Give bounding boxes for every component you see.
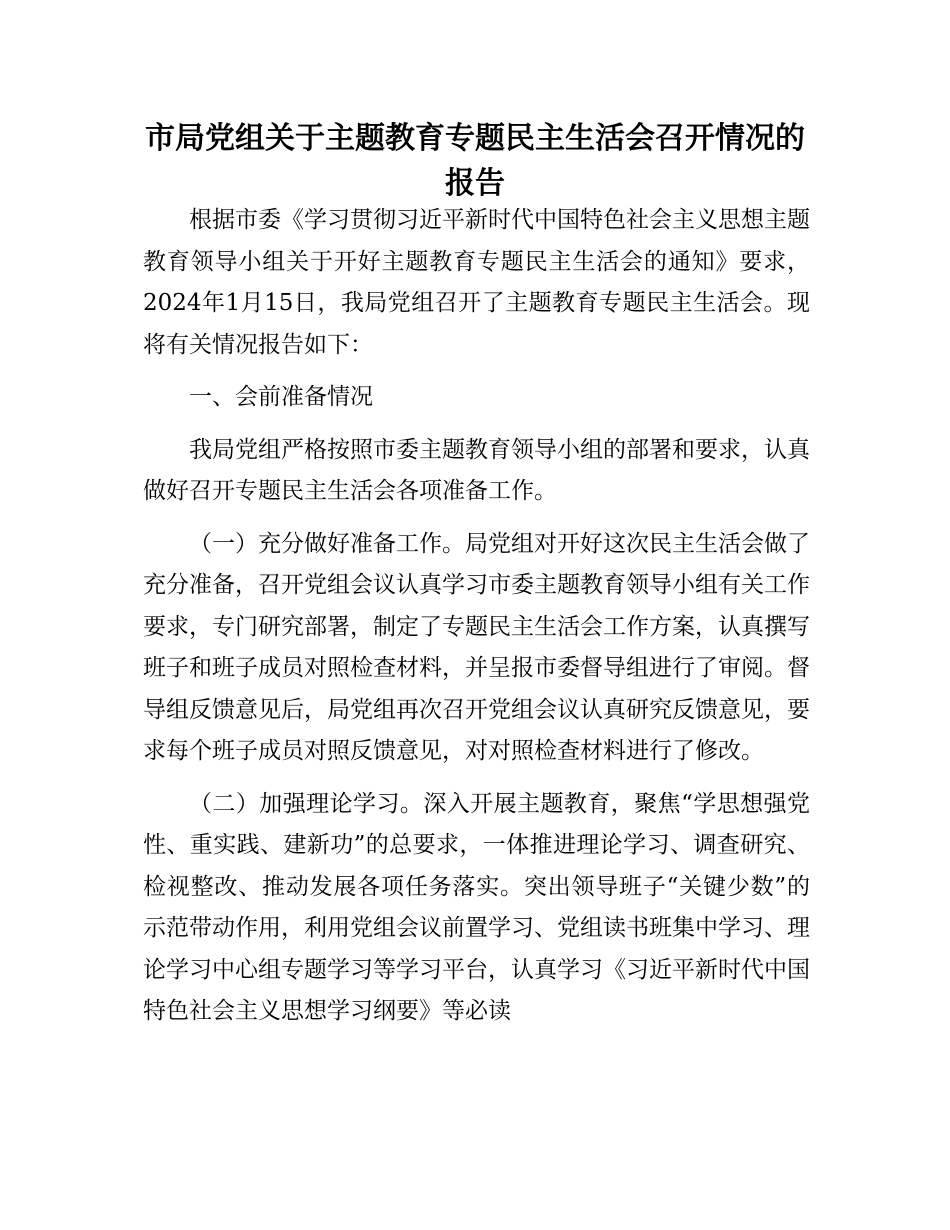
document-body [143, 200, 810, 1033]
paragraph-intro: 根据市委《学习贯彻习近平新时代中国特色社会主义思想主题教育领导小组关于开好主题教育专题民主生活会的通知》要求，2024年1月15日，我局党组召开了主题教育专题民主生活会。现将有关情况报告如下： [143, 207, 810, 358]
paragraph-preparation-overview: 我局党组严格按照市委主题教育领导小组的部署和要求，认真做好召开专题民主生活会各项准备工作。 [143, 436, 810, 504]
paragraph-theory-study: （二）加强理论学习。深入开展主题教育，聚焦“学思想强党性、重实践、建新功”的总要求，一体推进理论学习、调查研究、检视整改、推动发展各项任务落实。突出领导班子“关键少数”的示范带动作用，利用党组会议前置学习、党组读书班集中学习、理论学习中心组专题学习等学习平台，认真学习《习近平新时代中国特色社会主义思想学习纲要》等必读 [143, 790, 810, 1024]
document-title: 市局党组关于主题教育专题民主生活会召开情况的报告 [145, 121, 805, 201]
section-heading-preparation: 一、会前准备情况 [189, 384, 373, 410]
paragraph-preparation-work: （一）充分做好准备工作。局党组对开好这次民主生活会做了充分准备，召开党组会议认真学习市委主题教育领导小组有关工作要求，专门研究部署，制定了专题民主生活会工作方案，认真撰写班子和班子成员对照检查材料，并呈报市委督导组进行了审阅。督导组反馈意见后，局党组再次召开党组会议认真研究反馈意见，要求每个班子成员对照反馈意见，对对照检查材料进行了修改。 [143, 530, 810, 764]
